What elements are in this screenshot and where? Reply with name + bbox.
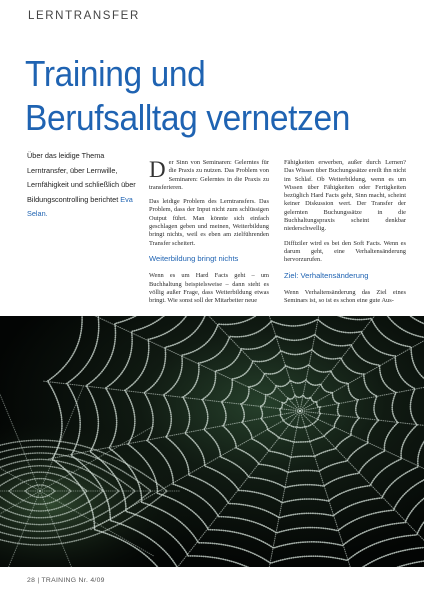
text-column-2	[284, 159, 406, 311]
paragraph: Wenn Verhaltensänderung das Ziel eines Seminars ist, so ist es schon eine gute Aus-	[284, 288, 406, 305]
paragraph: Fähigkeiten erwerben, außer durch Lernen? Das Wissen über Buchungssätze ereilt ihn nicht im Schlaf. Ob Weiterbildung, wenn es um Wissen über Fähigkeiten oder Fertigkeiten bezüglich Hard Facts geht, Sinn macht, scheint keiner Diskussion wert. Der Transfer der gelernten Buchungssätze in die Buchhaltungspraxis scheint denkbar niederschwellig.	[284, 159, 406, 233]
lead-text: Über das leidige Thema Lerntransfer, über Lernwille, Lernfähigkeit und schließlich über Bildungscontrolling berichtet	[27, 151, 136, 204]
paragraph-text: er Sinn von Seminaren: Gelerntes für die Praxis zu nutzen. Das Problem von Seminaren: Gelerntes in die Praxis zu transferieren.	[149, 159, 269, 191]
article-lead	[27, 149, 142, 222]
subheading: Ziel: Verhaltensänderung	[284, 270, 369, 280]
text-column-1	[149, 159, 269, 311]
spiderweb-image	[0, 316, 424, 567]
drop-cap: D	[149, 157, 166, 182]
title-line-2: Berufsalltag vernetzen	[25, 97, 350, 138]
author-name: Eva Selan.	[27, 194, 133, 219]
paragraph: Wenn es um Hard Facts geht – um Buchhaltung beispielsweise – dann steht es völlig außer Frage, dass Weiterbildung etwas bringt. Wie sonst soll der Mitarbeiter neue	[149, 272, 269, 305]
page-footer: 28 | TRAINING Nr. 4/09	[27, 577, 105, 584]
section-label: LERNTRANSFER	[28, 10, 140, 22]
title-line-1: Training und	[25, 53, 206, 94]
paragraph: Diffiziler wird es bei den Soft Facts. Wenn es darum geht, eine Verhaltensänderung hervorzurufen.	[284, 239, 406, 264]
spiderweb-photo	[0, 316, 424, 567]
paragraph	[149, 159, 269, 192]
paragraph: Das leidige Problem des Lerntransfers. Das Problem, dass der Input nicht zum schlüssigen Output führt. Man könnte sich einfach geschlagen geben und meinen, Weiterbildung bringt nichts, weil es eben am zielführenden Transfer scheitert.	[149, 198, 269, 247]
article-title	[25, 52, 388, 140]
subheading: Weiterbildung bringt nichts	[149, 253, 239, 263]
